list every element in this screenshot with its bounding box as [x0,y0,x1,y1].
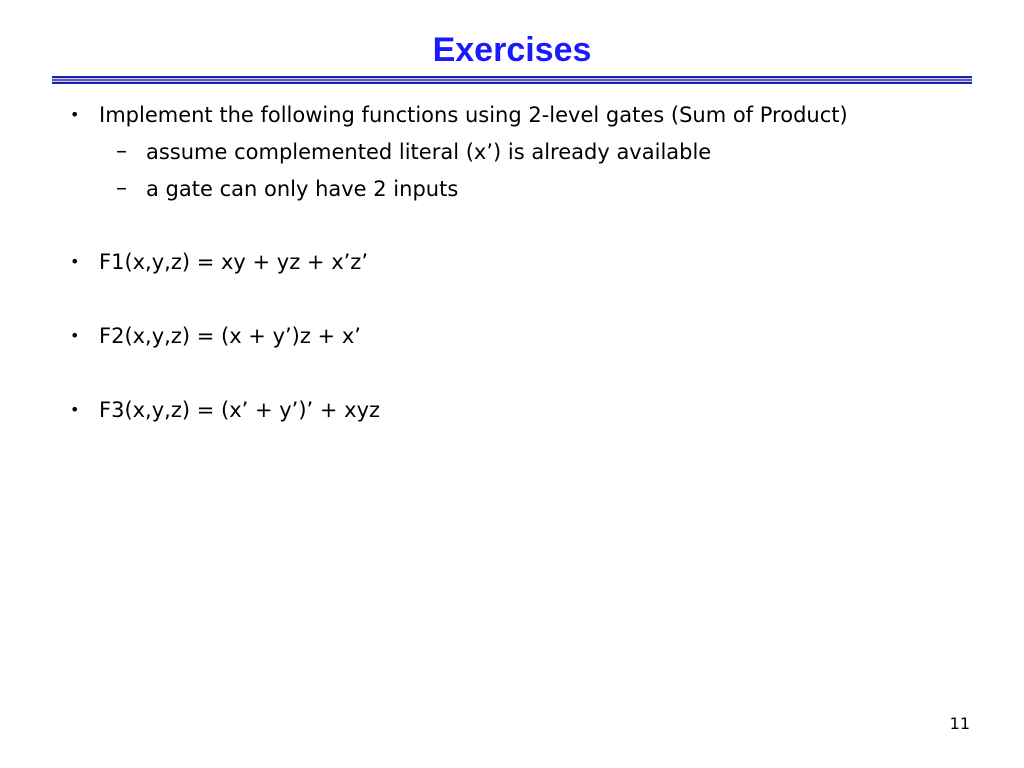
page-number: 11 [949,714,970,733]
bullet-item-f2: F2(x,y,z) = (x + y’)z + x’ [99,324,361,348]
title-divider [52,76,972,84]
sub-bullet-two-inputs: a gate can only have 2 inputs [146,177,459,201]
bullet-icon: • [70,326,80,345]
bullet-item-f3: F3(x,y,z) = (x’ + y’)’ + xyz [99,398,381,422]
sub-bullet-complemented-literal: assume complemented literal (x’) is already available [146,140,712,164]
dash-icon: – [116,139,127,164]
bullet-item-f1: F1(x,y,z) = xy + yz + x’z’ [99,250,369,274]
dash-icon: – [116,176,127,201]
bullet-item-implement: Implement the following functions using 2-level gates (Sum of Product) [99,103,848,127]
bullet-icon: • [70,400,80,419]
bullet-icon: • [70,105,80,124]
bullet-icon: • [70,252,80,271]
slide-title: Exercises [432,31,592,69]
